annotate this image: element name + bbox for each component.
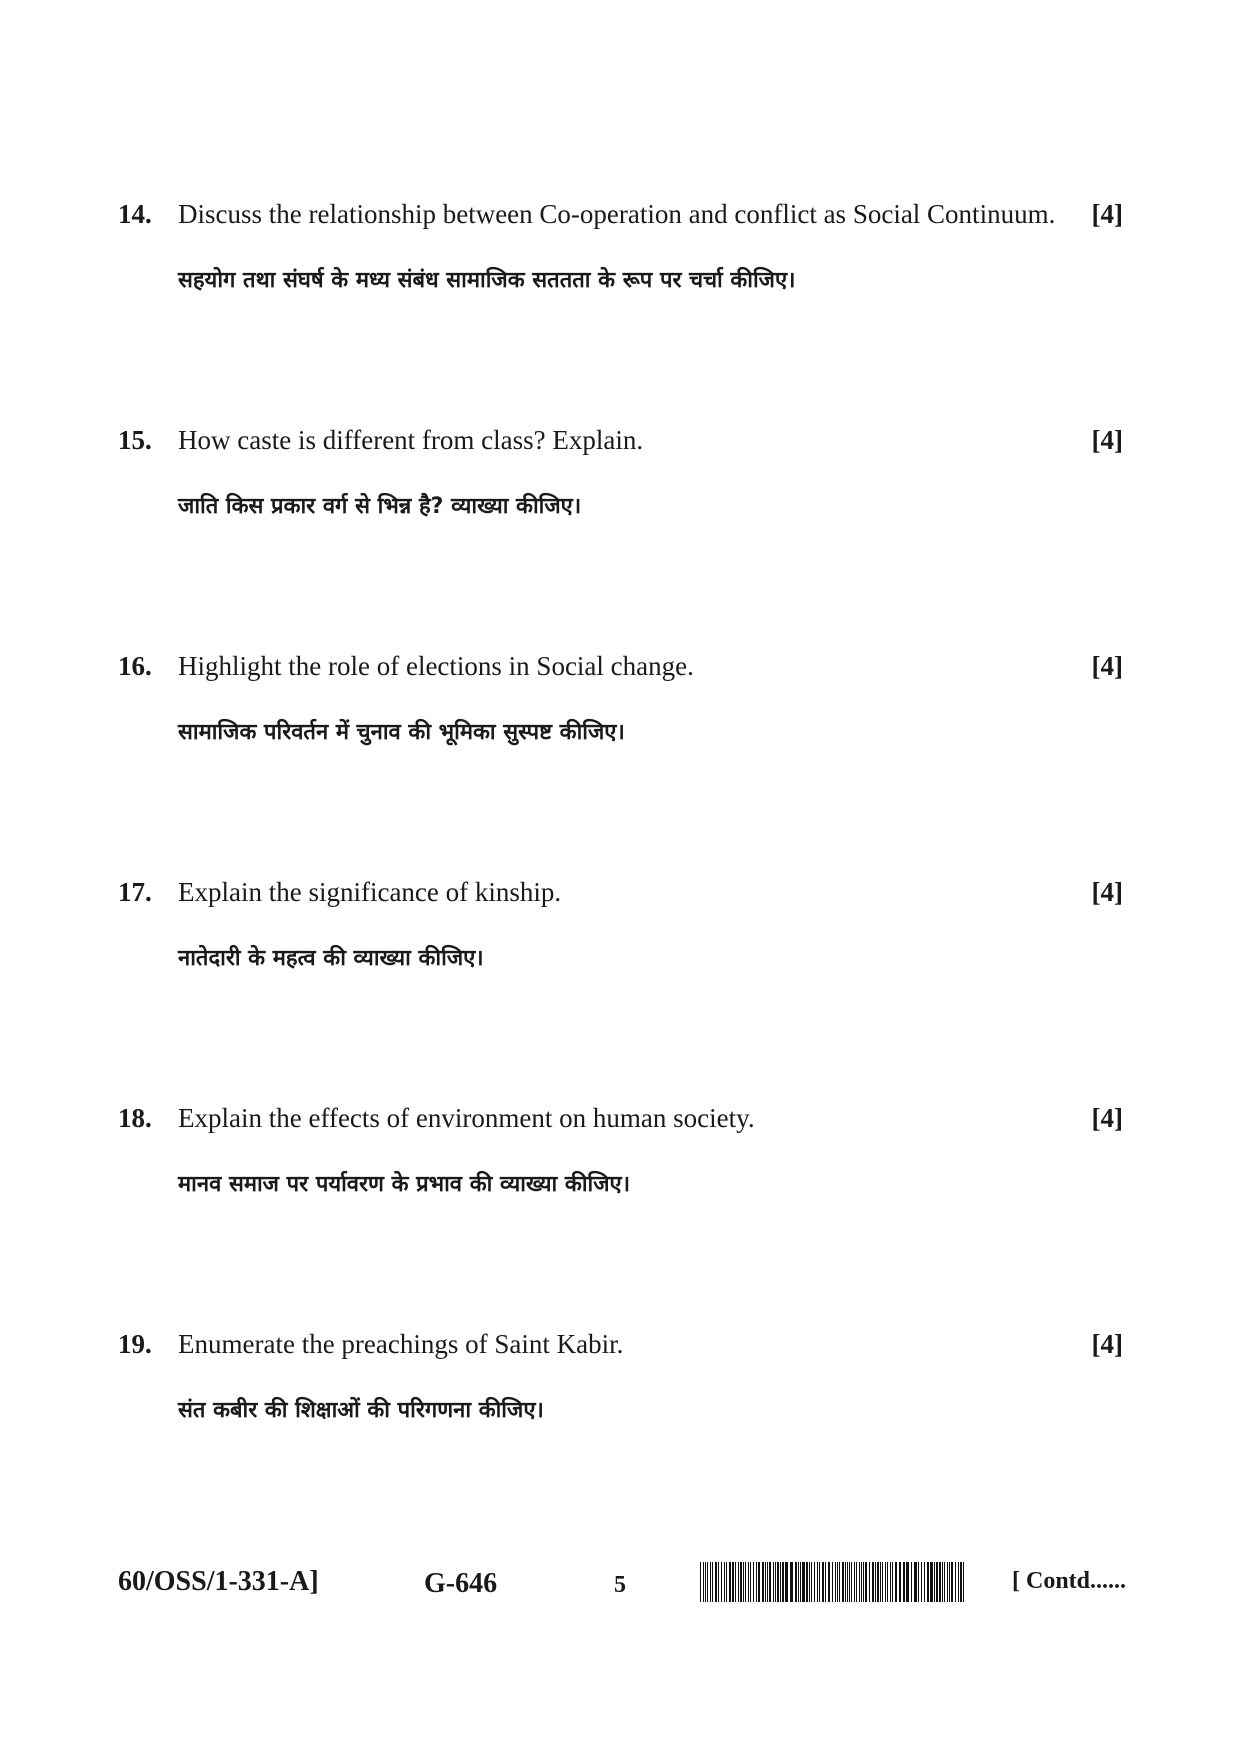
question-text: Explain the effects of environment on human society. (178, 1103, 755, 1133)
question-16 (118, 646, 1123, 750)
series-code: G-646 (424, 1568, 498, 1599)
question-text: How caste is different from class? Explain. (178, 425, 644, 455)
question-english-line (118, 1098, 1123, 1138)
question-text: Explain the significance of kinship. (178, 877, 562, 907)
question-15 (118, 420, 1123, 524)
question-number: 16. (118, 651, 152, 681)
question-english-line (118, 1324, 1123, 1364)
question-english-line (118, 646, 1123, 686)
paper-code: 60/OSS/1-331-A] (118, 1566, 319, 1597)
question-number: 14. (118, 199, 152, 229)
question-marks: [4] (1091, 877, 1123, 907)
question-number: 19. (118, 1329, 152, 1359)
question-number: 17. (118, 877, 152, 907)
question-hindi-text: जाति किस प्रकार वर्ग से भिन्न है? व्याख्या कीजिए। (178, 494, 582, 519)
question-text: Enumerate the preachings of Saint Kabir. (178, 1329, 624, 1359)
page-footer (0, 1560, 1241, 1608)
question-hindi-text: सामाजिक परिवर्तन में चुनाव की भूमिका सुस्पष्ट कीजिए। (178, 720, 625, 745)
question-number: 18. (118, 1103, 152, 1133)
question-hindi-text: सहयोग तथा संघर्ष के मध्य संबंध सामाजिक सततता के रूप पर चर्चा कीजिए। (178, 268, 796, 293)
question-hindi-text: संत कबीर की शिक्षाओं की परिगणना कीजिए। (178, 1398, 544, 1423)
question-english-line (118, 872, 1123, 912)
question-marks: [4] (1091, 425, 1123, 455)
question-14 (118, 194, 1123, 298)
question-english-line (118, 194, 1123, 234)
question-marks: [4] (1091, 199, 1123, 229)
question-marks: [4] (1091, 1103, 1123, 1133)
question-text: Highlight the role of elections in Social change. (178, 651, 694, 681)
question-marks: [4] (1091, 1329, 1123, 1359)
question-english-line (118, 420, 1123, 460)
question-text: Discuss the relationship between Co-operation and conflict as Social Continuum. (178, 199, 1056, 229)
question-17 (118, 872, 1123, 976)
page-number: 5 (614, 1572, 626, 1598)
barcode-icon (700, 1562, 966, 1602)
continued-label: [ Contd...... (1012, 1568, 1127, 1594)
question-number: 15. (118, 425, 152, 455)
question-hindi-text: मानव समाज पर पर्यावरण के प्रभाव की व्याख्या कीजिए। (178, 1172, 631, 1197)
question-18 (118, 1098, 1123, 1202)
question-marks: [4] (1091, 651, 1123, 681)
question-19 (118, 1324, 1123, 1428)
question-hindi-text: नातेदारी के महत्व की व्याख्या कीजिए। (178, 946, 484, 971)
